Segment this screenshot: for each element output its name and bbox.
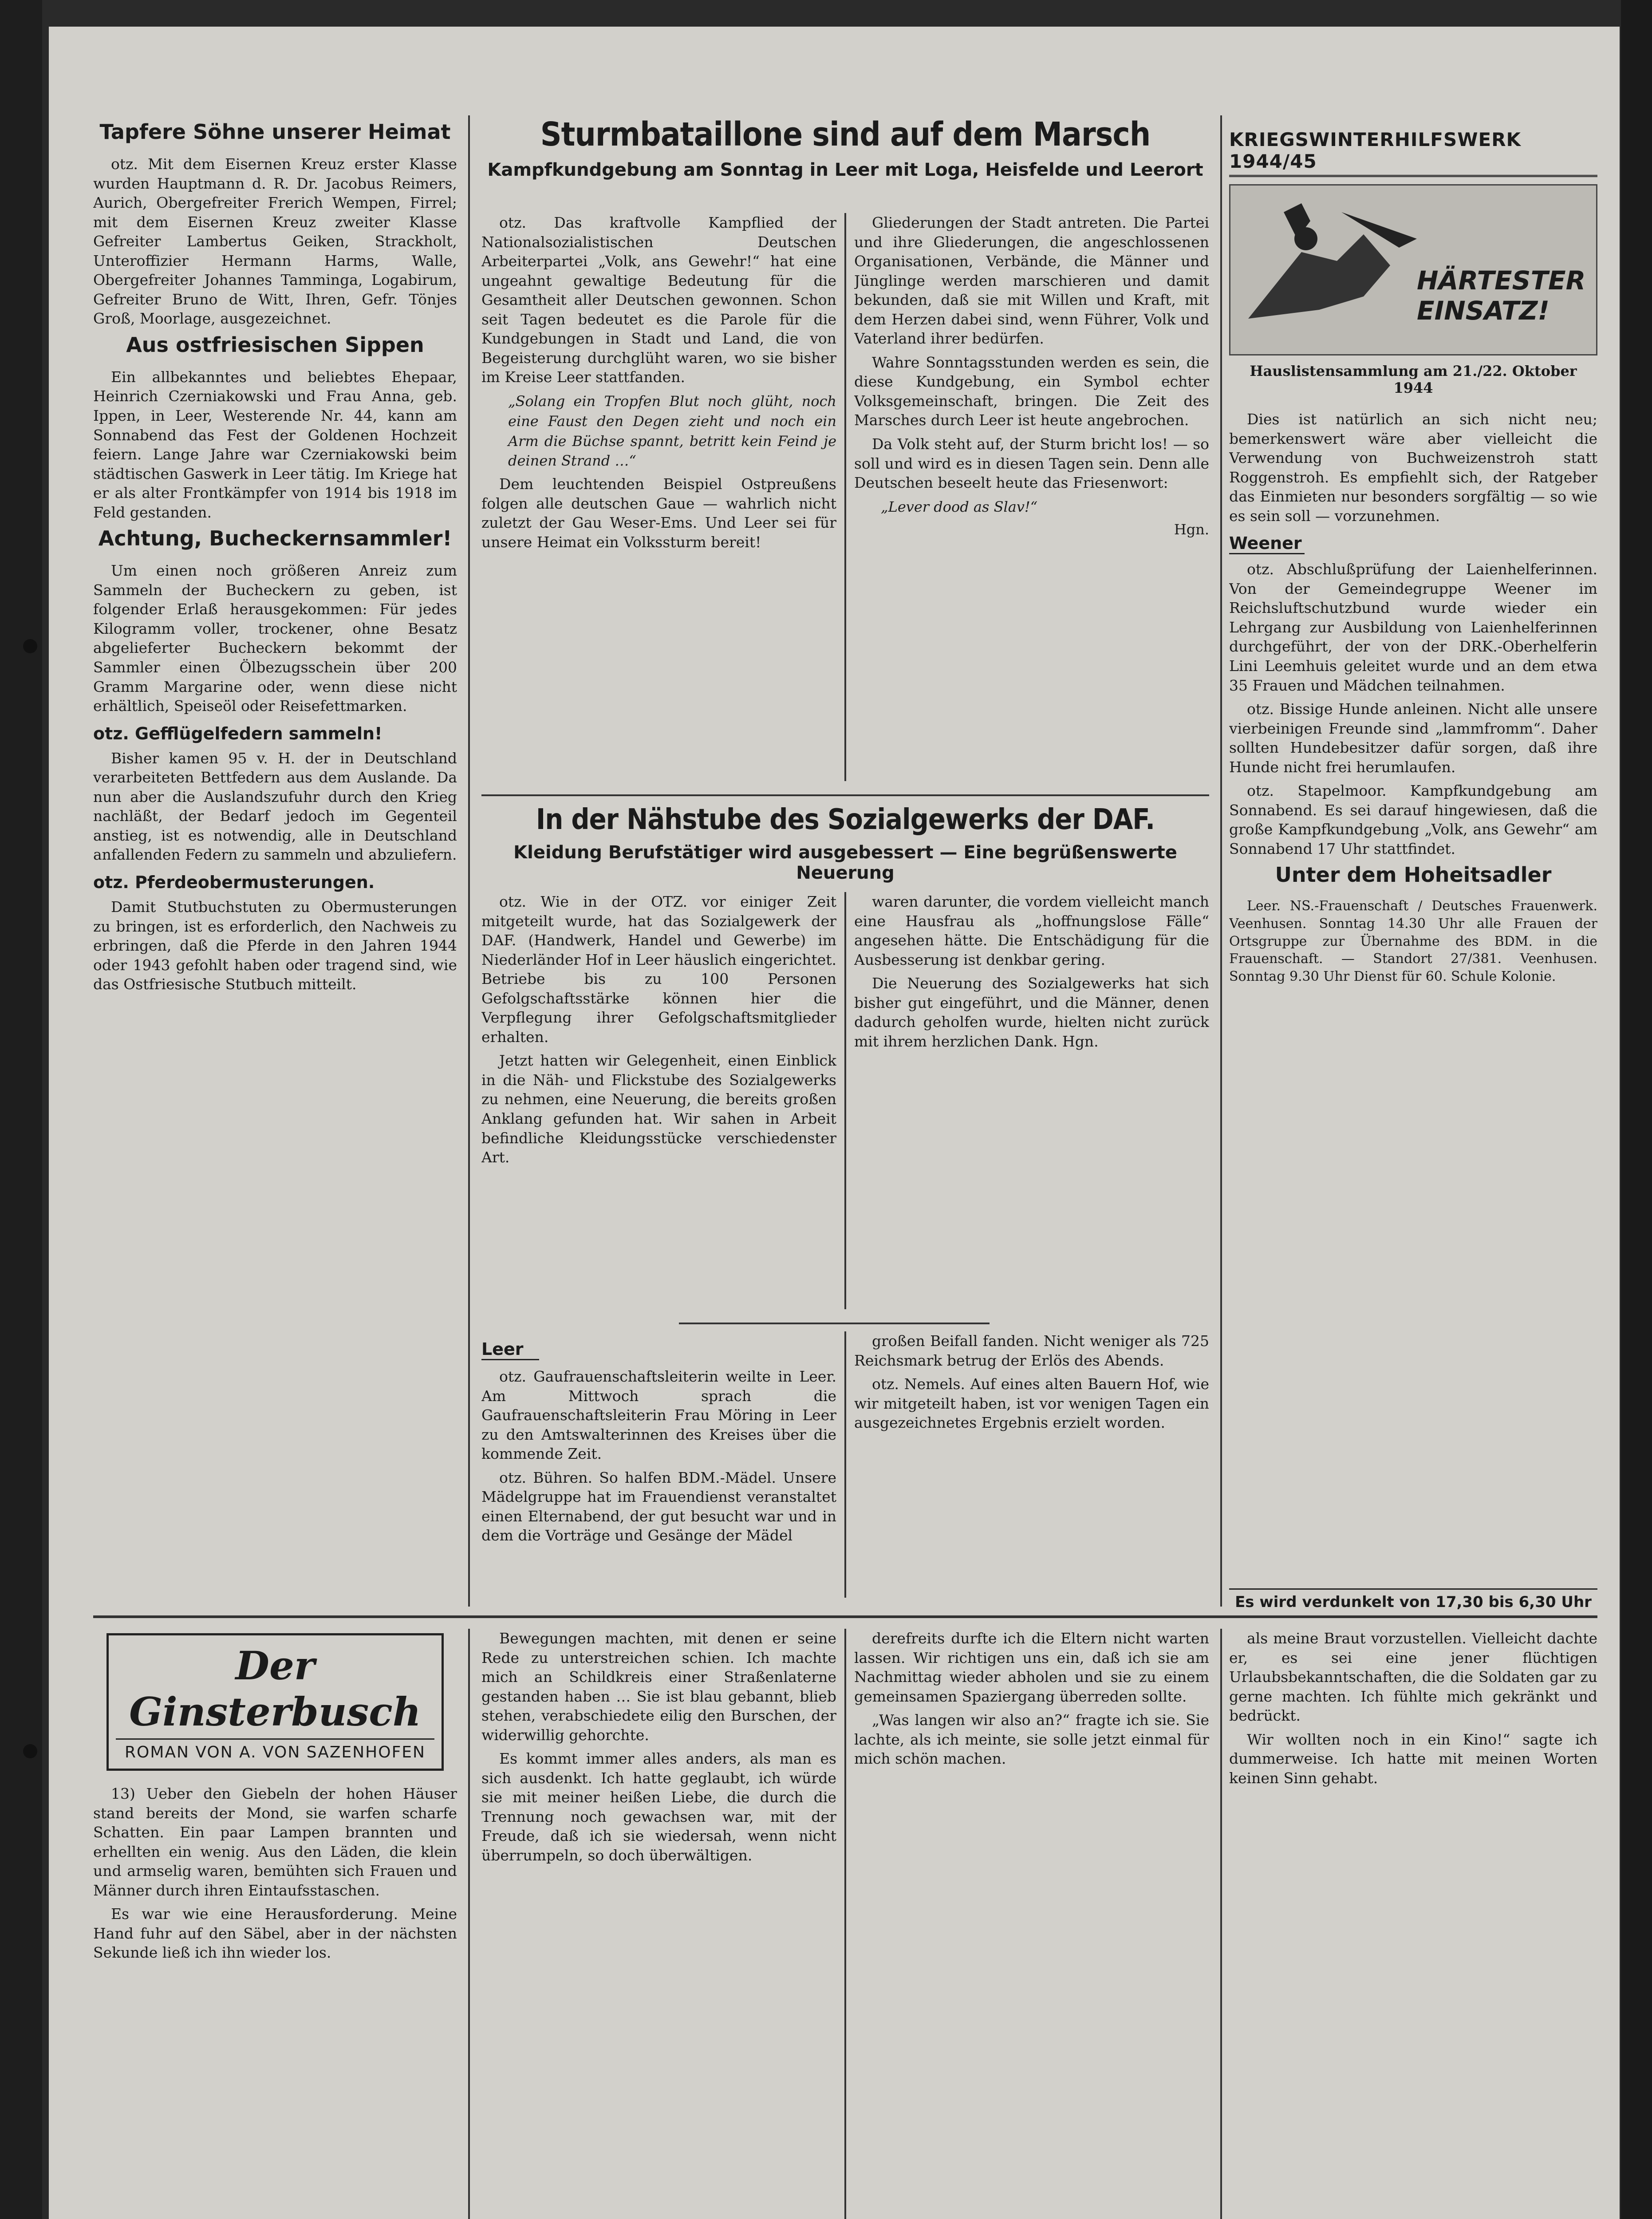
page-fold-rule [93,1615,1597,1618]
article-buehren: otz. Bühren. So halfen BDM.-Mädel. Unsere Mädelgruppe hat im Frauendienst veranstaltet einen Elternabend, der gut besucht war und in dem die Vorträge und Gesänge der Mädel [481,1469,836,1544]
headline-pferde: otz. Pferdeobermusterungen. [93,872,375,892]
article-laienhelferinnen: otz. Abschlußprüfung der Laienhelferinnen. Von der Gemeindegruppe Weener im Reichsluftschutzbund wurde wieder ein Lehrgang zur Ausbildung von Laienhelferinnen durchgeführt, der von der DRK.-Oberhelferin Lini Leemhuis geleitet wurde und an dem etwa 35 Frauen und Mädchen teilnahmen. [1229,561,1597,694]
article-hunde: otz. Bissige Hunde anleinen. Nicht alle unsere vierbeinigen Freunde sind „lammfromm“. Daher sollten Hundebesitzer dafür sorgen, daß ihre Hunde nicht frei herumlaufen. [1229,700,1597,776]
whw-caption: Hauslistensammlung am 21./22. Oktober 1944 [1250,363,1577,396]
column-rule [844,213,846,781]
author-signature: Hgn. [1174,521,1209,538]
article-stapelmoor: otz. Stapelmoor. Kampfkundgebung am Sonnabend. Es sei darauf hingewiesen, daß die große Kampfkundgebung „Volk, ans Gewehr“ am Sonnabend 17 Uhr stattfindet. [1229,782,1597,857]
article-sturm-part5: Da Volk steht auf, der Sturm bricht los! — so soll und wird es in diesen Tagen sein. Denn alle Deutschen beseelt heute das Friesenwort: [854,435,1209,492]
article-sturm-part3: Gliederungen der Stadt antreten. Die Partei und ihre Gliederungen, die angeschlossenen Organisationen, Verbände, die Männer und Jünglinge werden marschieren und damit bekunden, daß sie mit Willen und Kraft, mit dem Herzen dabei sind, wenn Führer, Volk und Vaterland ihrer bedürfen. [854,214,1209,347]
article-sturm-part4: Wahre Sonntagsstunden werden es sein, die diese Kundgebung, ein Symbol echter Volksgemeinschaft, bringen. Die Zeit des Marsches durch Leer ist heute angebrochen. [854,353,1209,429]
headline-bucheckern: Achtung, Bucheckernsammler! [98,526,452,551]
article-pferde: Damit Stutbuchstuten zu Obermusterungen zu bringen, ist es erforderlich, den Nachweis zu erbringen, daß die Pferde in den Jahren 1944 oder 1943 gefohlt haben oder tragend sind, wie das Ostfriesische Stutbuch mitteilt. [93,898,457,993]
leer-col-a [481,1367,836,1607]
blackout-notice: Es wird verdunkelt von 17,30 bis 6,30 Uhr [1229,1588,1597,1611]
headline-hoheitsadler: Unter dem Hoheitsadler [1275,863,1552,887]
article-bucheckern: Um einen noch größeren Anreiz zum Sammeln der Bucheckern zu geben, ist folgender Erlaß herausgekommen: Für jedes Kilogramm voller, trockener, ohne Besatz abgelieferter Bucheckern bekommt der Sammler einen Ölbezugsschein über 200 Gramm Margarine oder, wenn diese nicht erhältlich, Speiseöl oder Reisefettmarken. [93,562,457,715]
headline-daf: In der Nähstube des Sozialgewerks der DAF. [536,803,1155,836]
column-left [93,115,457,1611]
headline-tapfere-soehne: Tapfere Söhne unserer Heimat [99,120,451,144]
article-daf-part4: Die Neuerung des Sozialgewerks hat sich bisher gut eingeführt, und die Männer, denen dadurch geholfen wurde, hielten nicht zurück mit ihrem herzlichen Dank. Hgn. [854,975,1209,1050]
novel-col-2 [481,1629,836,2219]
column-rule [844,1331,846,1598]
novel-text-3a: derefreits durfte ich die Eltern nicht warten lassen. Wir richtigen uns ein, daß ich sie am Nachmittag wieder abholen und sie zu einem gemeinsamen Spaziergang überreden sollte. [854,1630,1209,1705]
daf-col-b [854,892,1209,1318]
section-rule [481,794,1209,796]
section-head-weener: Weener [1229,533,1305,554]
novel-text-3b: „Was langen wir also an?“ fragte ich sie. Sie lachte, als ich meinte, sie solle jetzt einmal für mich schön machen. [854,1711,1209,1768]
article-gefluegelfedern: Bisher kamen 95 v. H. der in Deutschland verarbeiteten Bettfedern aus dem Auslande. Da nun aber die Auslandszufuhr durch den Krieg nachläßt, der Bedarf jedoch im Gegenteil anstieg, ist es notwendig, alle in Deutschland anfallenden Federn zu sammeln und abzuliefern. [93,749,457,864]
article-tapfere-soehne: otz. Mit dem Eisernen Kreuz erster Klasse wurden Hauptmann d. R. Dr. Jacobus Reimers, Aurich, Obergefreiter Frerich Wempen, Firrel; mit dem Eisernen Kreuz zweiter Klasse Gefreiter Lambertus Geiken, Strackholt, Unteroffizier Hermann Harms, Walle, Obergefreiter Johannes Tamminga, Logabirum, Gefreiter Bruno de Witt, Ihren, Gefr. Tönjes Groß, Moorlage, ausgezeichnet. [93,155,457,328]
main-story [481,115,1209,790]
column-rule [844,892,846,1309]
column-rule [844,1629,846,2219]
scan-left-margin [0,0,42,2219]
novel-text-2a: Bewegungen machten, mit denen er seine Rede zu unterstreichen schien. Ich machte mich an Schildkreis einer Straßenlaterne gestanden haben … Sie ist blau gebannt, blieb stehen, verabschiedete eilig den Burschen, der widerwillig gehorchte. [481,1630,836,1744]
poem-quote: „Solang ein Tropfen Blut noch glüht, noch eine Faust den Degen zieht und noch ein Arm die Büchse spannt, betritt kein Feind je deinen Strand …“ [508,392,836,470]
article-buchweizen: Dies ist natürlich an sich nicht neu; bemerkenswert wäre aber vielleicht die Verwendung von Buchweizenstroh statt Roggenstroh. Es empfiehlt sich, der Ratgeber das Einmieten nur besonders sorgfältig — so wie es sein soll — vorzunehmen. [1229,411,1597,525]
article-daf-part2: Jetzt hatten wir Gelegenheit, einen Einblick in die Näh- und Flickstube des Sozialgewerks zu nehmen, eine Neuerung, die bereits großen Anklang gefunden hat. Wir sahen in Arbeit befindliche Kleidungsstücke verschiedenster Art. [481,1052,836,1166]
scan-right-margin [1621,0,1652,2219]
subheadline-kampfkundgebung: Kampfkundgebung am Sonntag in Leer mit Loga, Heisfelde und Leerort [487,160,1203,180]
headline-ostfriesische-sippen: Aus ostfriesischen Sippen [126,332,424,357]
column-rule [468,1629,470,2219]
article-daf-part1: otz. Wie in der OTZ. vor einiger Zeit mitgeteilt wurde, hat das Sozialgewerk der DAF. (Handwerk, Handel und Gewerbe) im Niederländer Hof in Leer häuslich eingerichtet. Betriebe bis zu 100 Personen Gefolgschaftsstärke können hier die Verpflegung ihrer Gefolgschaftsmitglieder erhalten. [481,893,836,1046]
novel-text-4b: Wir wollten noch in ein Kino!“ sagte ich dummerweise. Ich hatte mit meinen Worten keinen Sinn gehabt. [1229,1730,1597,1787]
poster-slogan: HÄRTESTER EINSATZ! [1417,265,1586,326]
article-sturm-part1: otz. Das kraftvolle Kampflied der Nationalsozialistischen Deutschen Arbeiterpartei „Volk, ans Gewehr!“ hat eine ungeahnt gewaltige Bedeutung für die Gesamtheit aller Deutschen gewonnen. Schon seit Tagen bedeutet es die Parole für die Kundgebungen in Stadt und Land, die von Begeisterung durchglüht waren, wo sie bisher im Kreise Leer stattfanden. [481,214,836,386]
novel-col-4 [1229,1629,1597,2219]
quote-friesenwort: „Lever dood as Slav!“ [881,498,1038,515]
column-rule [468,115,470,1607]
newspaper-page [49,27,1620,2219]
headline-gefluegelfedern: otz. Gefflügelfedern sammeln! [93,723,382,743]
novel-author: ROMAN VON A. VON SAZENHOFEN [125,1743,426,1761]
article-buehren-cont: großen Beifall fanden. Nicht weniger als 725 Reichsmark betrug der Erlös des Abends. [854,1332,1209,1369]
section-head-leer: Leer [481,1339,539,1360]
novel-title: Der Ginsterbusch [116,1643,434,1740]
novel-title-box [106,1633,444,1771]
article-nemels: otz. Nemels. Auf eines alten Bauern Hof, wie wir mitgeteilt haben, ist vor wenigen Tagen ein ausgezeichnetes Ergebnis erzielt worden. [854,1375,1209,1432]
main-story-col-a [481,213,836,790]
article-hoheitsadler: Leer. NS.-Frauenschaft / Deutsches Frauenwerk. Veenhusen. Sonntag 14.30 Uhr alle Frauen der Ortsgruppe zur Übernahme des BDM. in die Frauenschaft. — Standort 27/381. Veenhusen. Sonntag 9.30 Uhr Dienst für 60. Schule Kolonie. [1229,898,1597,984]
article-ostfriesische-sippen: Ein allbekanntes und beliebtes Ehepaar, Heinrich Czerniakowski und Frau Anna, geb. Ippen, in Leer, Westerende Nr. 44, kann am Sonnabend das Fest der Goldenen Hochzeit feiern. Lange Jahre war Czerniakowski beim städtischen Gaswerk in Leer tätig. Im Kriege hat er als alter Frontkämpfer von 1914 bis 1918 im Feld gestanden. [93,368,457,521]
daf-story [481,803,1209,1318]
main-story-col-b [854,213,1209,790]
section-rule [679,1323,990,1324]
whw-banner: KRIEGSWINTERHILFSWERK 1944/45 [1229,129,1597,177]
novel-text-1a: 13) Ueber den Giebeln der hohen Häuser stand bereits der Mond, sie warfen scharfe Schatten. Ein paar Lampen brannten und erhellten ein wenig. Aus den Läden, die klein und armselig waren, bemühten sich Frauen und Männer durch ihren Eintaufsstaschen. [93,1785,457,1899]
novel-text-4a: als meine Braut vorzustellen. Vielleicht dachte er, es sei eine jener flüchtigen Urlaubsbekanntschaften, die die Soldaten gar zu gerne machten. Ich fühlte mich gekränkt und bedrückt. [1229,1630,1597,1725]
article-daf-part3: waren darunter, die vordem vielleicht manch eine Hausfrau als „hoffnungslose Fälle“ angesehen hätte. Die Entschädigung für die Ausbesserung ist denkbar gering. [854,893,1209,968]
article-gaufrauenschaft: otz. Gaufrauenschaftsleiterin weilte in Leer. Am Mittwoch sprach die Gaufrauenschaftsleiterin Frau Möring in Leer zu den Amtswalterinnen des Kreises über die kommende Zeit. [481,1368,836,1463]
column-rule [1220,115,1222,1607]
column-rule [1220,1629,1222,2219]
novel-text-1b: Es war wie eine Herausforderung. Meine Hand fuhr auf den Säbel, aber in der nächsten Sekunde ließ ich ihn wieder los. [93,1905,457,1962]
whw-poster [1229,184,1597,355]
article-sturm-part2: Dem leuchtenden Beispiel Ostpreußens folgen alle deutschen Gaue — wahrlich nicht zuletzt der Gau Weser-Ems. Und Leer sei für unsere Heimat ein Volkssturm bereit! [481,475,836,551]
column-right [1229,129,1597,1611]
leer-news [481,1331,1209,1607]
novel-col-3 [854,1629,1209,2219]
subheadline-daf: Kleidung Berufstätiger wird ausgebessert — Eine begrüßenswerte Neuerung [513,842,1177,883]
novel-col-1 [93,1629,457,2219]
daf-col-a [481,892,836,1318]
leer-col-b [854,1331,1209,1607]
headline-sturmbataillone: Sturmbataillone sind auf dem Marsch [540,115,1151,154]
novel-text-2b: Es kommt immer alles anders, als man es sich ausdenkt. Ich hatte geglaubt, ich würde sie mit meiner heißen Liebe, die durch die Trennung noch gewachsen war, mit der Freude, daß ich sie wiedersah, wenn nicht überrumpeln, so doch überwältigen. [481,1750,836,1864]
